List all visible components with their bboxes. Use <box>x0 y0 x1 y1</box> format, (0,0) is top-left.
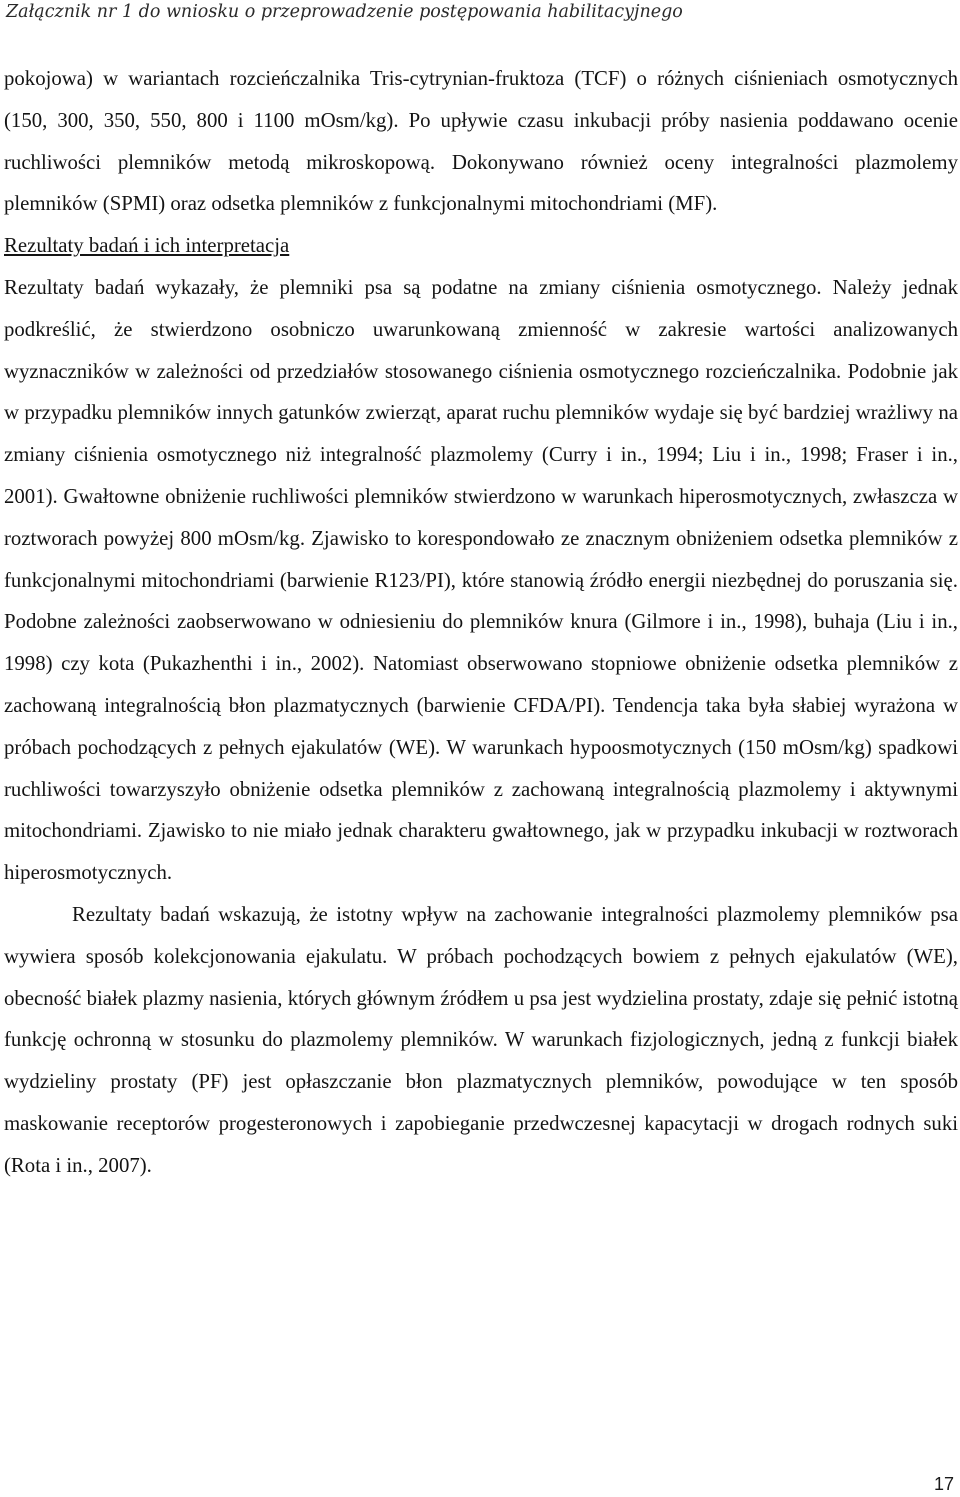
page-number: 17 <box>933 1474 954 1494</box>
paragraph-methods: pokojowa) w wariantach rozcieńczalnika Tris-cytrynian-fruktoza (TCF) o różnych ciśnieniach osmotycznych (150, 300, 350, 550, 800 i 1100 mOsm/kg). Po upływie czasu inkubacji próby nasienia poddawano ocenie ruchliwości plemników metodą mikroskopową. Dokonywano również oceny integralności plazmolemy plemników (SPMI) oraz odsetka plemników z funkcjonalnymi mitochondriami (MF). <box>4 67 958 216</box>
section-heading-results: Rezultaty badań i ich interpretacja <box>4 234 290 258</box>
paragraph-ejaculate-collection: Rezultaty badań wskazują, że istotny wpływ na zachowanie integralności plazmolemy plemników psa wywiera sposób kolekcjonowania ejakulatu. W próbach pochodzących bowiem z pełnych ejakulatów (WE), obecność białek plazmy nasienia, których głównym źródłem u psa jest wydzielina prostaty, zdaje się pełnić istotną funkcję ochronną w stosunku do plazmolemy plemników. W warunkach fizjologicznych, jedną z funkcji białek wydzieliny prostaty (PF) jest opłaszczanie błon plazmatycznych plemników, powodujące w ten sposób maskowanie receptorów progesteronowych i zapobieganie przedwczesnej kapacytacji w drogach rodnych suki (Rota i in., 2007). <box>4 902 958 1177</box>
document-header: Załącznik nr 1 do wniosku o przeprowadzenie postępowania habilitacyjnego <box>6 2 683 22</box>
paragraph-results: Rezultaty badań wykazały, że plemniki psa są podatne na zmiany ciśnienia osmotycznego. Należy jednak podkreślić, że stwierdzono osobniczo uwarunkowaną zmienność w zakresie wartości analizowanych wyznaczników w zależności od przedziałów stosowanego ciśnienia osmotycznego rozcieńczalnika. Podobnie jak w przypadku plemników innych gatunków zwierząt, aparat ruchu plemników wydaje się być bardziej wrażliwy na zmiany ciśnienia osmotycznego niż integralność plazmolemy (Curry i in., 1994; Liu i in., 1998; Fraser i in., 2001). Gwałtowne obniżenie ruchliwości plemników stwierdzono w warunkach hiperosmotycznych, zwłaszcza w roztworach powyżej 800 mOsm/kg. Zjawisko to korespondowało ze znacznym obniżeniem odsetka plemników z funkcjonalnymi mitochondriami (barwienie R123/PI), które stanowią źródło energii niezbędnej do poruszania się. Podobne zależności zaobserwowano w odniesieniu do plemników knura (Gilmore i in., 1998), buhaja (Liu i in., 1998) czy kota (Pukazhenthi i in., 2002). Natomiast obserwowano stopniowe obniżenie odsetka plemników z zachowaną integralnością błon plazmatycznych (barwienie CFDA/PI). Tendencja taka była słabiej wyrażona w próbach pochodzących z pełnych ejakulatów (WE). W warunkach hypoosmotycznych (150 mOsm/kg) spadkowi ruchliwości towarzyszyło obniżenie odsetka plemników z zachowaną integralnością plazmolemy i aktywnymi mitochondriami. Zjawisko to nie miało jednak charakteru gwałtownego, jak w przypadku inkubacji w roztworach hiperosmotycznych. <box>4 275 958 885</box>
document-body <box>4 58 958 1187</box>
